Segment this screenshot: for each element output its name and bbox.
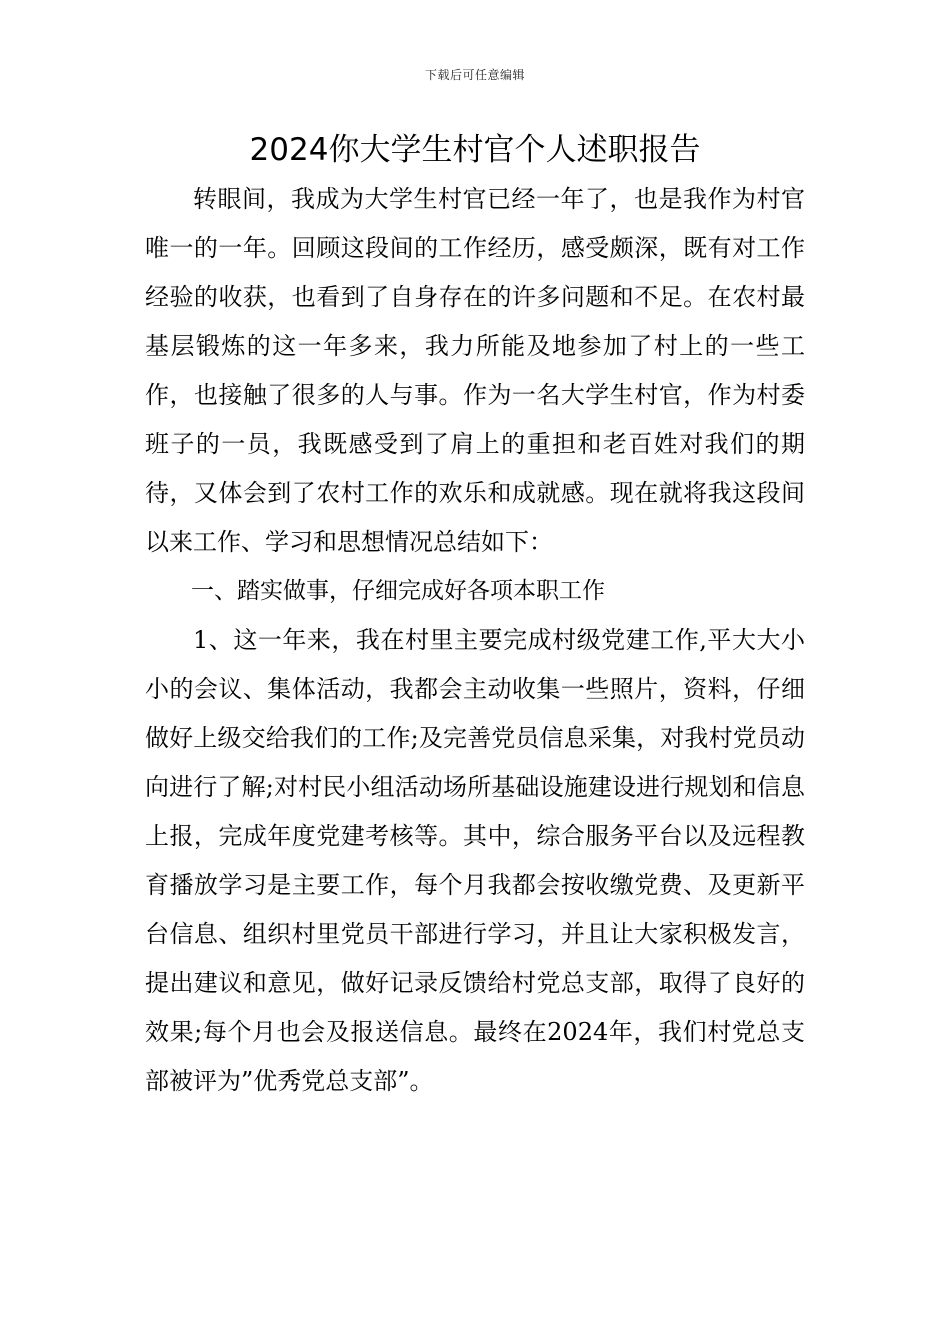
intro-paragraph: 转眼间，我成为大学生村官已经一年了，也是我作为村官唯一的一年。回顾这段间的工作经历，感受颇深，既有对工作经验的收获，也看到了自身存在的许多问题和不足。在农村最基层锻炼的这一年多来，我力所能及地参加了村上的一些工作，也接触了很多的人与事。作为一名大学生村官，作为村委班子的一员，我既感受到了肩上的重担和老百姓对我们的期待，又体会到了农村工作的欢乐和成就感。现在就将我这段间以来工作、学习和思想情况总结如下：: [145, 185, 805, 556]
header-note: 下载后可任意编辑: [424, 68, 525, 82]
document-title: 2024你大学生村官个人述职报告: [249, 132, 701, 168]
section-heading: 一、踏实做事，仔细完成好各项本职工作: [191, 578, 605, 604]
document-body: [145, 175, 805, 1106]
body-paragraph: 1、这一年来，我在村里主要完成村级党建工作,平大大小小的会议、集体活动，我都会主动收集一些照片，资料，仔细做好上级交给我们的工作;及完善党员信息采集，对我村党员动向进行了解;对村民小组活动场所基础设施建设进行规划和信息上报，完成年度党建考核等。其中，综合服务平台以及远程教育播放学习是主要工作，每个月我都会按收缴党费、及更新平台信息、组织村里党员干部进行学习，并且让大家积极发言，提出建议和意见，做好记录反馈给村党总支部，取得了良好的效果;每个月也会及报送信息。最终在2024年，我们村党总支部被评为”优秀党总支部”。: [145, 626, 805, 1095]
